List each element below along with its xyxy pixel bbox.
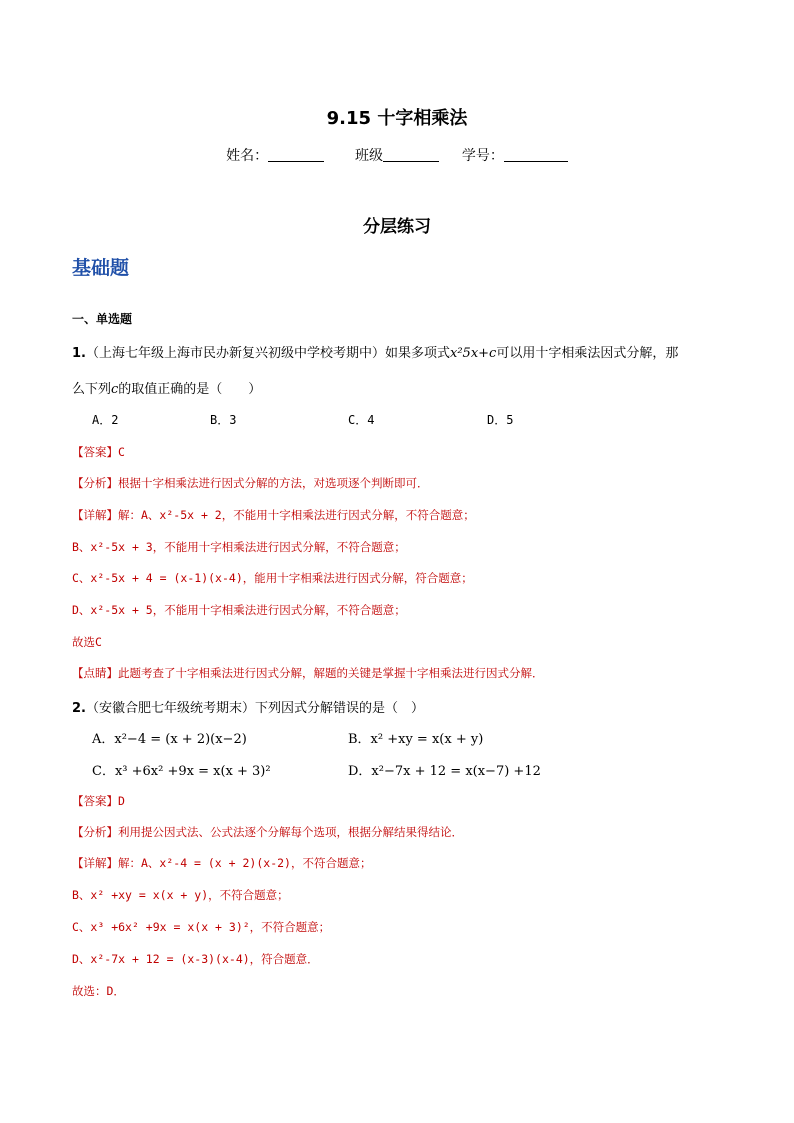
q1-option-b[interactable]: B．3: [210, 413, 237, 427]
q2-answer: 【答案】D: [72, 794, 125, 808]
q2-choose: 故选：D．: [72, 984, 125, 998]
q1-detail-d: D、x²-5x + 5，不能用十字相乘法进行因式分解，不符合题意；: [72, 603, 406, 617]
question-1-number: 1.: [72, 346, 86, 361]
q1-detail-b: B、x²-5x + 3，不能用十字相乘法进行因式分解，不符合题意；: [72, 540, 406, 554]
question-2-number: 2.: [72, 701, 86, 716]
q1-detail-c: C、x²-5x + 4 = (x-1)(x-4)，能用十字相乘法进行因式分解，符合题意；: [72, 571, 473, 585]
question-1-polynomial: x²5x+c: [450, 346, 497, 361]
q2-detail-c: C、x³ +6x² +9x = x(x + 3)²，不符合题意；: [72, 920, 331, 934]
basic-title: 基础题: [72, 257, 130, 279]
id-blank[interactable]: [504, 147, 568, 162]
q2-detail-d: D、x²-7x + 12 = (x-3)(x-4)，符合题意．: [72, 952, 319, 966]
section-title: 一、单选题: [72, 312, 133, 326]
q1-analysis: 【分析】根据十字相乘法进行因式分解的方法，对选项逐个判断即可．: [72, 476, 429, 490]
q1-option-a[interactable]: A．2: [92, 413, 119, 427]
class-label: 班级: [355, 148, 383, 164]
q2-option-d[interactable]: D．x²−7x + 12 = x(x−7) +12: [348, 764, 541, 779]
question-1-line-1: [72, 342, 678, 361]
q1-answer: 【答案】C: [72, 445, 125, 459]
q1-option-c[interactable]: C．4: [348, 413, 375, 427]
question-1-var: c: [111, 382, 119, 397]
document-title: 9.15 十字相乘法: [326, 108, 468, 129]
q2-option-b[interactable]: B．x² +xy = x(x + y): [348, 732, 484, 747]
layer-title: 分层练习: [363, 217, 431, 237]
q2-analysis: 【分析】利用提公因式法、公式法逐个分解每个选项，根据分解结果得结论．: [72, 825, 463, 839]
question-2-text: （安徽合肥七年级统考期末）下列因式分解错误的是（ ）: [85, 701, 424, 716]
name-blank[interactable]: [268, 147, 324, 162]
q1-detail: 【详解】解：A、x²-5x + 2，不能用十字相乘法进行因式分解，不符合题意；: [72, 508, 475, 522]
question-1-text-3: 的取值正确的是（ ）: [118, 382, 262, 397]
q1-comment: 【点睛】此题考查了十字相乘法进行因式分解，解题的关键是掌握十字相乘法进行因式分解．: [72, 666, 544, 680]
q2-option-a[interactable]: A．x²−4 = (x + 2)(x−2): [92, 732, 247, 747]
class-blank[interactable]: [383, 147, 439, 162]
question-1-text: （上海七年级上海市民办新复兴初级中学校考期中）如果多项式: [85, 346, 450, 361]
q2-detail-b: B、x² +xy = x(x + y)，不符合题意；: [72, 888, 289, 902]
question-1-line-2: [72, 378, 261, 397]
student-info-line: [0, 145, 794, 165]
question-1-text-2: 么下列: [72, 382, 112, 397]
q2-option-c[interactable]: C．x³ +6x² +9x = x(x + 3)²: [92, 764, 271, 779]
question-1-text-cont: 可以用十字相乘法因式分解，那: [496, 346, 679, 361]
q2-detail: 【详解】解：A、x²-4 = (x + 2)(x-2)，不符合题意；: [72, 856, 372, 870]
id-label: 学号：: [461, 148, 504, 164]
name-label: 姓名：: [226, 148, 269, 164]
q1-option-d[interactable]: D．5: [487, 413, 514, 427]
q1-choose: 故选C: [72, 635, 102, 649]
question-2-line: [72, 697, 424, 716]
